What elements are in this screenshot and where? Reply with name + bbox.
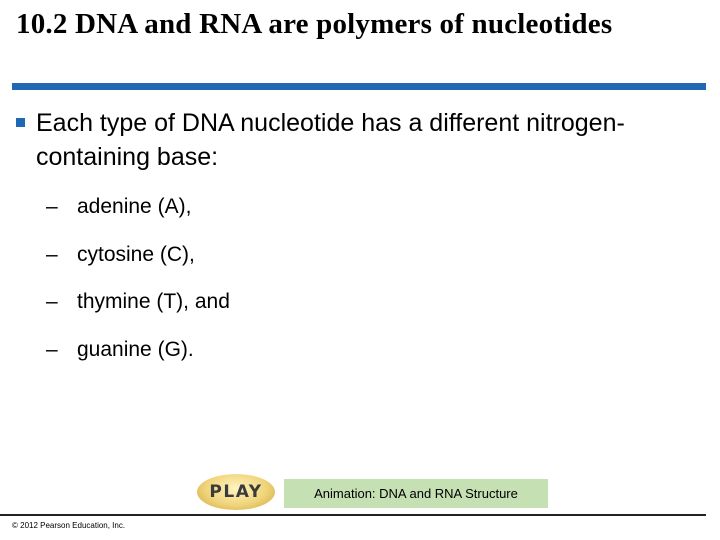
main-bullet: [16, 106, 636, 174]
sub-item-guanine: [46, 337, 194, 363]
sub-item-adenine: [46, 194, 191, 220]
sub-item-thymine: [46, 289, 230, 315]
dash-icon: –: [46, 338, 58, 361]
sub-item-text: guanine (G).: [77, 338, 194, 361]
dash-icon: –: [46, 290, 58, 313]
play-button[interactable]: PLAY: [197, 474, 275, 510]
sub-item-cytosine: [46, 242, 195, 268]
slide-title: 10.2 DNA and RNA are polymers of nucleotides: [16, 8, 613, 40]
footer-divider: [0, 514, 706, 516]
dash-icon: –: [46, 195, 58, 218]
bullet-text: Each type of DNA nucleotide has a different nitrogen-containing base:: [36, 109, 625, 171]
bullet-square-icon: [16, 118, 25, 127]
sub-item-text: cytosine (C),: [77, 243, 195, 266]
sub-item-text: thymine (T), and: [77, 290, 230, 313]
copyright-text: © 2012 Pearson Education, Inc.: [12, 521, 126, 530]
dash-icon: –: [46, 243, 58, 266]
sub-item-text: adenine (A),: [77, 195, 192, 218]
title-divider: [12, 83, 706, 90]
animation-link[interactable]: Animation: DNA and RNA Structure: [284, 479, 548, 508]
